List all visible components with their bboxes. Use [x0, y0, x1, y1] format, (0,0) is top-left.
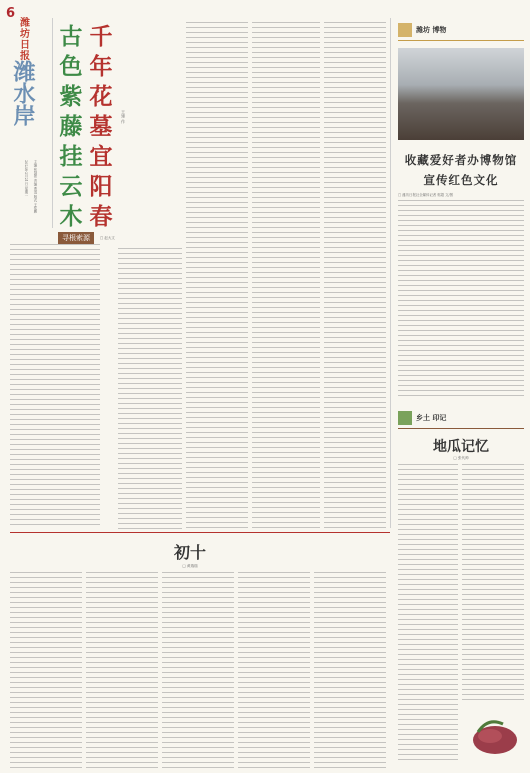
museum-headline-2: 宣传红色文化 [423, 173, 499, 187]
bottom-story-col-3 [162, 572, 234, 768]
museum-headline-1: 收藏爱好者办博物馆 [404, 153, 518, 167]
poem-char: 云 [59, 173, 83, 200]
bottom-story-col-4 [238, 572, 310, 768]
sweetpotato-title: 地瓜记忆 [433, 439, 489, 455]
left-article-col-5 [252, 22, 320, 529]
column-tag: 寻根索源 [58, 232, 94, 244]
poem-char: 千 [89, 23, 113, 50]
poem-char: 藤 [59, 113, 83, 140]
right-bottom-banner [398, 410, 446, 426]
museum-byline: □ 潍坊日报社全媒体记者 郭超 文/图 [398, 193, 454, 197]
sweetpotato-illustration [468, 712, 522, 760]
banner-rule [398, 40, 524, 41]
bottom-story-byline: □ 黄瑞瑞 [182, 564, 198, 568]
poem-char: 木 [59, 203, 83, 230]
newspaper-name: 潍坊日报 [20, 18, 30, 62]
section-divider [10, 532, 390, 533]
poem-char: 古 [59, 23, 83, 50]
bottom-story-title: 初十 [173, 543, 206, 562]
left-article-col-4 [186, 22, 248, 529]
museum-photo [398, 48, 524, 140]
left-article-col-6 [324, 22, 386, 529]
bottom-story-col-1 [10, 572, 82, 768]
poem-char: 色 [59, 53, 83, 80]
banner-square-icon [398, 23, 412, 37]
poem-char: 春 [89, 203, 113, 230]
left-article-col-1 [10, 244, 100, 529]
poem-line-2 [58, 22, 84, 232]
left-article-col-3 [118, 248, 182, 529]
left-story-byline: □ 赵大文 [100, 236, 115, 240]
poem-byline-text: 王建 作 [121, 110, 126, 124]
poem-char: 挂 [59, 143, 83, 170]
sweetpotato-article-col-2 [462, 464, 524, 704]
masthead-editors [33, 160, 37, 230]
section-title-text: 潍水岸 [10, 60, 36, 126]
banner-label: 潍坊 博物 [416, 25, 447, 34]
editors-line: 主编 张国伟 责编 贾清 版式 王佳鹏 [33, 160, 37, 213]
issue-date: 2023年2月21日 星期二 [24, 160, 28, 197]
banner-square-icon [398, 411, 412, 425]
poem-char: 年 [89, 53, 113, 80]
bottom-story-col-2 [86, 572, 158, 768]
banner-rule [398, 428, 524, 429]
bottom-story-col-5 [314, 572, 386, 768]
banner-label: 乡土 印记 [416, 413, 447, 422]
right-top-banner [398, 22, 446, 38]
museum-article-body [398, 200, 524, 400]
masthead-meta [24, 160, 28, 230]
poem-char: 墓 [89, 113, 113, 140]
sweetpotato-byline: □ 张代帅 [453, 456, 469, 460]
section-title [10, 60, 50, 155]
column-divider [390, 18, 391, 528]
poem-char: 阳 [89, 173, 113, 200]
column-divider [52, 18, 53, 228]
poem-char: 花 [89, 83, 113, 110]
sweetpotato-article-col-1 [398, 464, 458, 764]
poem-char: 宜 [89, 143, 113, 170]
page-number: 6 [6, 6, 16, 21]
poem-char: 紫 [59, 83, 83, 110]
